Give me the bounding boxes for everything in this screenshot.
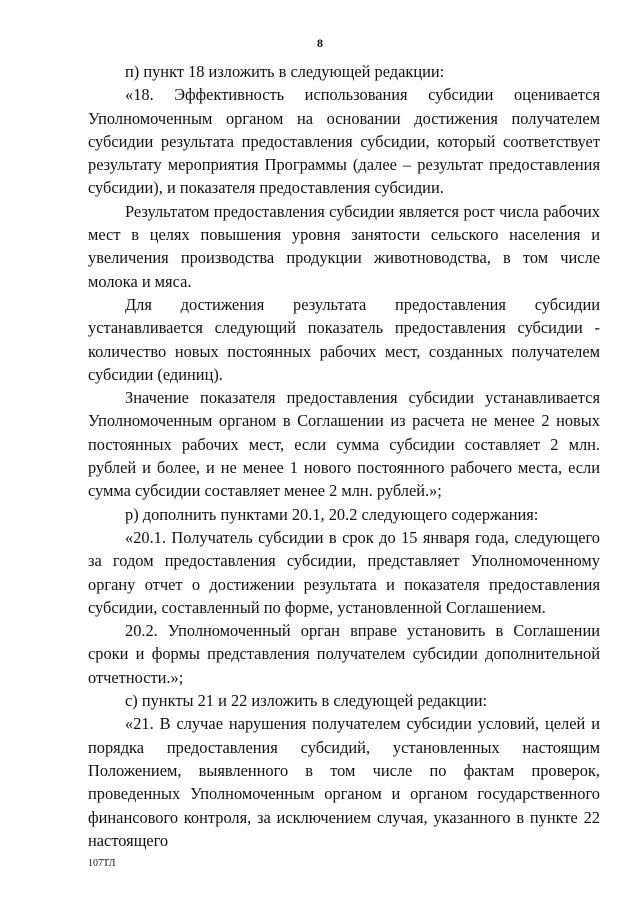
paragraph-indicator: Для достижения результата предоставления субсидии устанавливается следующий показатель предоставления субсидии - количество новых постоянных рабочих мест, созданных получателем субсидии (единиц). (88, 294, 600, 384)
document-body (88, 60, 600, 852)
page-number: 8 (317, 36, 323, 50)
paragraph-s-intro: с) пункты 21 и 22 изложить в следующей редакции: (125, 691, 488, 711)
paragraph-point-20-1: «20.1. Получатель субсидии в срок до 15 января года, следующего за годом предоставления субсидии, представляет Уполномоченному органу отчет о достижении результата и показателя предоставления субсидии, составленный по форме, установленной Соглашением. (88, 527, 600, 617)
paragraph-result: Результатом предоставления субсидии является рост числа рабочих мест в целях повышения уровня занятости сельского населения и увеличения производства продукции животноводства, в том числе молока и мяса. (88, 201, 600, 291)
paragraph-point-21: «21. В случае нарушения получателем субсидии условий, целей и порядка предоставления субсидий, установленных настоящим Положением, выявленного в том числе по фактам проверок, проведенных Уполномоченным органом и органом государственного финансового контроля, за исключением случая, указанного в пункте 22 настоящего (88, 714, 600, 850)
document-code: 107ТЛ (88, 858, 116, 869)
paragraph-p-intro: п) пункт 18 изложить в следующей редакции: (125, 62, 445, 81)
paragraph-indicator-value: Значение показателя предоставления субсидии устанавливается Уполномоченным органом в Соглашении из расчета не менее 2 новых постоянных рабочих мест, если сумма субсидии составляет 2 млн. рублей и более, и не менее 1 нового постоянного рабочего места, если сумма субсидии составляет менее 2 млн. рублей.»; (88, 388, 600, 501)
paragraph-point-20-2: 20.2. Уполномоченный орган вправе установить в Соглашении сроки и формы представления получателем субсидии дополнительной отчетности.»; (88, 621, 600, 687)
paragraph-r-intro: р) дополнить пунктами 20.1, 20.2 следующего содержания: (125, 504, 539, 524)
paragraph-point-18: «18. Эффективность использования субсидии оценивается Уполномоченным органом на основании достижения получателем субсидии результата предоставления субсидии, который соответствует результату мероприятия Программы (далее – результат предоставления субсидии), и показателя предоставления субсидии. (88, 85, 600, 198)
